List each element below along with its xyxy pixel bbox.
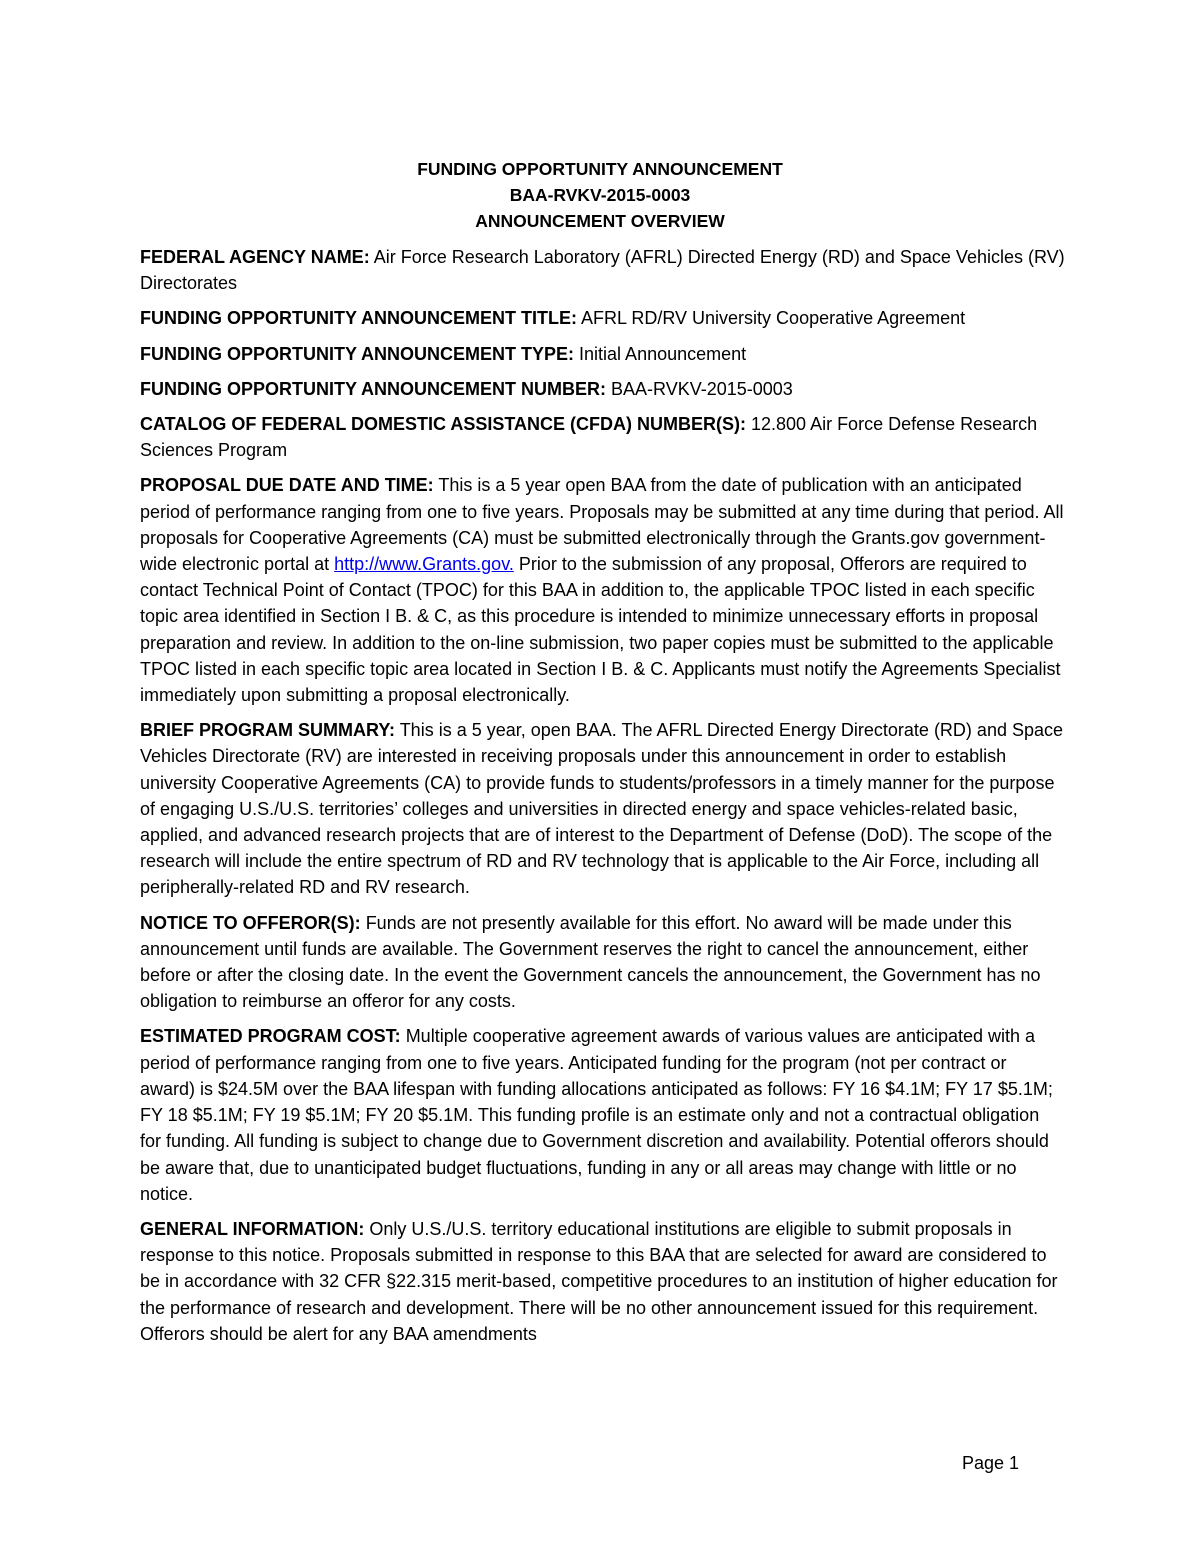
agency-name-text: Air Force Research Laboratory (AFRL) Directed Energy (RD) and Space Vehicles (RV) Directorates xyxy=(140,247,1065,294)
page-number: Page 1 xyxy=(962,1453,1020,1473)
summary-text: This is a 5 year, open BAA. The AFRL Directed Energy Directorate (RD) and Space Vehicles Directorate (RV) are interested in receiving proposals under this announcement in order to establish university Cooperative Agreements (CA) to provide funds to students/professors in a timely manner for the purpose of engaging U.S./U.S. territories’ colleges and universities in directed energy and space vehicles-related basic, applied, and advanced research projects that are of interest to the Department of Defense (DoD). The scope of the research will include the entire spectrum of RD and RV technology that is applicable to the Air Force, including all peripherally-related RD and RV research. xyxy=(140,720,1063,898)
paragraph-title xyxy=(140,305,1065,331)
header-subtitle: ANNOUNCEMENT OVERVIEW xyxy=(475,211,725,231)
cost-text: Multiple cooperative agreement awards of various values are anticipated with a period of performance ranging from one to five years. Anticipated funding for the program (not per contract or award) is $24.5M over the BAA lifespan with funding allocations anticipated as follows: FY 16 $4.1M; FY 17 $5.1M; FY 18 $5.1M; FY 19 $5.1M; FY 20 $5.1M. This funding profile is an estimate only and not a contractual obligation for funding. All funding is subject to change due to Government discretion and availability. Potential offerors should be aware that, due to unanticipated budget fluctuations, funding in any or all areas may change with little or no notice. xyxy=(140,1026,1053,1204)
general-text: Only U.S./U.S. territory educational institutions are eligible to submit proposals in response to this notice. Proposals submitted in response to this BAA that are selected for award are considered to be in accordance with 32 CFR §22.315 merit-based, competitive procedures to an institution of higher education for the performance of research and development. There will be no other announcement issued for this requirement. Offerors should be alert for any BAA amendments xyxy=(140,1218,1058,1344)
paragraph-number xyxy=(140,376,1065,402)
document-body xyxy=(140,244,1065,1356)
notice-label: NOTICE TO OFFEROR(S): xyxy=(140,912,361,933)
type-text: Initial Announcement xyxy=(579,343,747,364)
agency-name-label: FEDERAL AGENCY NAME: xyxy=(140,247,370,267)
number-text: BAA-RVKV-2015-0003 xyxy=(611,378,793,399)
general-label: GENERAL INFORMATION: xyxy=(140,1218,365,1239)
document-header xyxy=(0,156,1200,234)
title-label: FUNDING OPPORTUNITY ANNOUNCEMENT TITLE: xyxy=(140,308,577,329)
grants-gov-link[interactable]: http://www.Grants.gov. xyxy=(334,554,514,575)
cfda-label: CATALOG OF FEDERAL DOMESTIC ASSISTANCE (CFDA) NUMBER(S): xyxy=(140,414,746,435)
paragraph-cost xyxy=(140,1023,1065,1206)
notice-text: Funds are not presently available for this effort. No award will be made under this announcement until funds are available. The Government reserves the right to cancel the announcement, either before or after the closing date. In the event the Government cancels the announcement, the Government has no obligation to reimburse an offeror for any costs. xyxy=(140,912,1041,1012)
paragraph-notice xyxy=(140,910,1065,1015)
title-text: AFRL RD/RV University Cooperative Agreement xyxy=(581,308,966,329)
paragraph-general xyxy=(140,1216,1065,1347)
number-label: FUNDING OPPORTUNITY ANNOUNCEMENT NUMBER: xyxy=(140,378,606,399)
paragraph-type xyxy=(140,341,1065,367)
cfda-text: 12.800 Air Force Defense Research Sciences Program xyxy=(140,414,1038,461)
paragraph-agency-name xyxy=(140,244,1065,296)
cost-label: ESTIMATED PROGRAM COST: xyxy=(140,1026,401,1047)
type-label: FUNDING OPPORTUNITY ANNOUNCEMENT TYPE: xyxy=(140,343,575,364)
paragraph-summary xyxy=(140,717,1065,900)
header-title: FUNDING OPPORTUNITY ANNOUNCEMENT xyxy=(417,159,783,179)
due-date-label: PROPOSAL DUE DATE AND TIME: xyxy=(140,475,434,496)
summary-label: BRIEF PROGRAM SUMMARY: xyxy=(140,720,395,741)
due-date-text-continued: Prior to the submission of any proposal, Offerors are required to contact Technical Point of Contact (TPOC) for this BAA in addition to, the applicable TPOC listed in each specific topic area identified in Section I B. & C, as this procedure is intended to minimize unnecessary efforts in proposal preparation and review. In addition to the on-line submission, two paper copies must be submitted to the applicable TPOC listed in each specific topic area located in Section I B. & C. Applicants must notify the Agreements Specialist immediately upon submitting a proposal electronically. xyxy=(140,554,1061,706)
due-date-text: This is a 5 year open BAA from the date of publication with an anticipated period of performance ranging from one to five years. Proposals may be submitted at any time during that period. All proposals for Cooperative Agreements (CA) must be submitted electronically through the Grants.gov government-wide electronic portal at xyxy=(140,475,1064,575)
header-baa-number: BAA-RVKV-2015-0003 xyxy=(509,185,691,205)
paragraph-cfda xyxy=(140,411,1065,463)
paragraph-due-date xyxy=(140,472,1065,708)
